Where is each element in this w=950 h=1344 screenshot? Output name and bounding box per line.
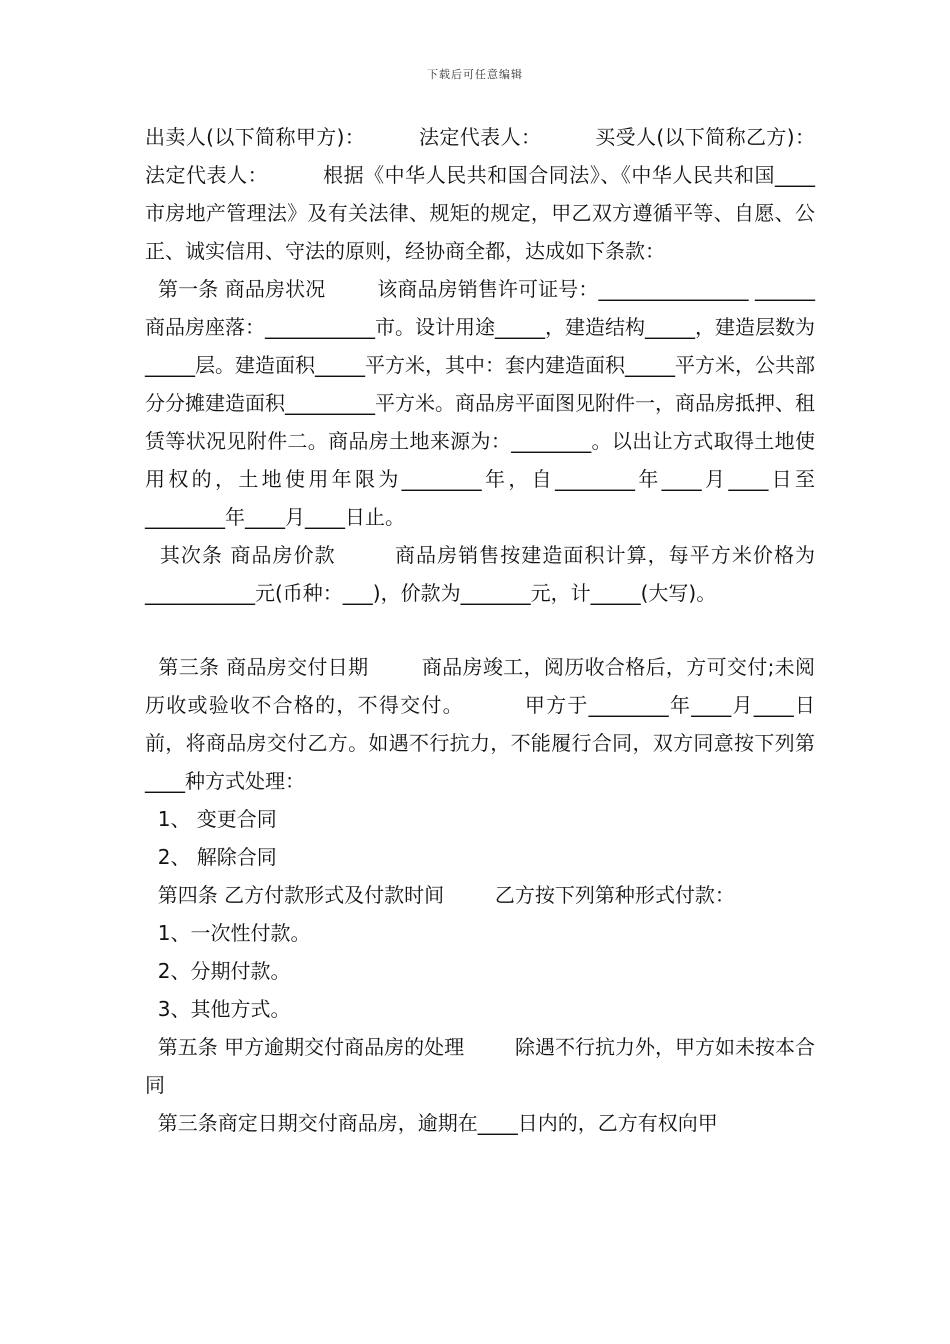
list-item-lump-sum: 1、一次性付款。 [145,921,311,945]
list-item-installment: 2、分期付款。 [145,959,291,983]
paragraph-article-3: 第三条 商品房交付日期 商品房竣工，阅历收合格后，方可交付;未阅历收或验收不合格的，不得交付。 甲方于________年____月____日前，将商品房交付乙方。如遇不行抗力，不能履行合同，双方同意按下列第____种方式处理： [145,655,815,793]
list-item-terminate-contract: 2、 解除合同 [145,845,277,869]
paragraph-article-5-cont: 第三条商定日期交付商品房，逾期在____日内的，乙方有权向甲 [145,1111,718,1135]
list-item-change-contract: 1、 变更合同 [145,807,277,831]
list-item-other: 3、其他方式。 [145,997,291,1021]
header-note: 下载后可任意编辑 [427,68,523,81]
paragraph-article-1: 第一条 商品房状况 该商品房销售许可证号：_______________ ______ 商品房座落：___________市。设计用途_____，建造结构_____，建造层数为_____层。建造面积_____平方米，其中：套内建造面积_____平方米，公共部分分摊建造面积_________平方米。商品房平面图见附件一，商品房抵押、租赁等状况见附件二。商品房土地来源为：________。以出让方式取得土地使用权的，土地使用年限为________年，自________年____月____日至________年____月____日止。 [145,277,822,529]
blank-line [145,612,815,648]
paragraph-intro: 出卖人(以下简称甲方)： 法定代表人： 买受人(以下简称乙方)： 法定代表人： 根据《中华人民共和国合同法》、《中华人民共和国____市房地产管理法》及有关法律、规矩的规定，甲乙双方遵循平等、自愿、公正、诚实信用、守法的原则，经协商全都，达成如下条款： [145,125,866,263]
paragraph-article-4: 第四条 乙方付款形式及付款时间 乙方按下列第种形式付款： [145,883,735,907]
paragraph-article-5: 第五条 甲方逾期交付商品房的处理 除遇不行抗力外，甲方如未按本合同 [145,1035,815,1097]
contract-body [145,118,866,1142]
paragraph-article-2: 其次条 商品房价款 商品房销售按建造面积计算，每平方米价格为___________元(币种：___)，价款为_______元，计_____(大写)。 [145,543,815,605]
